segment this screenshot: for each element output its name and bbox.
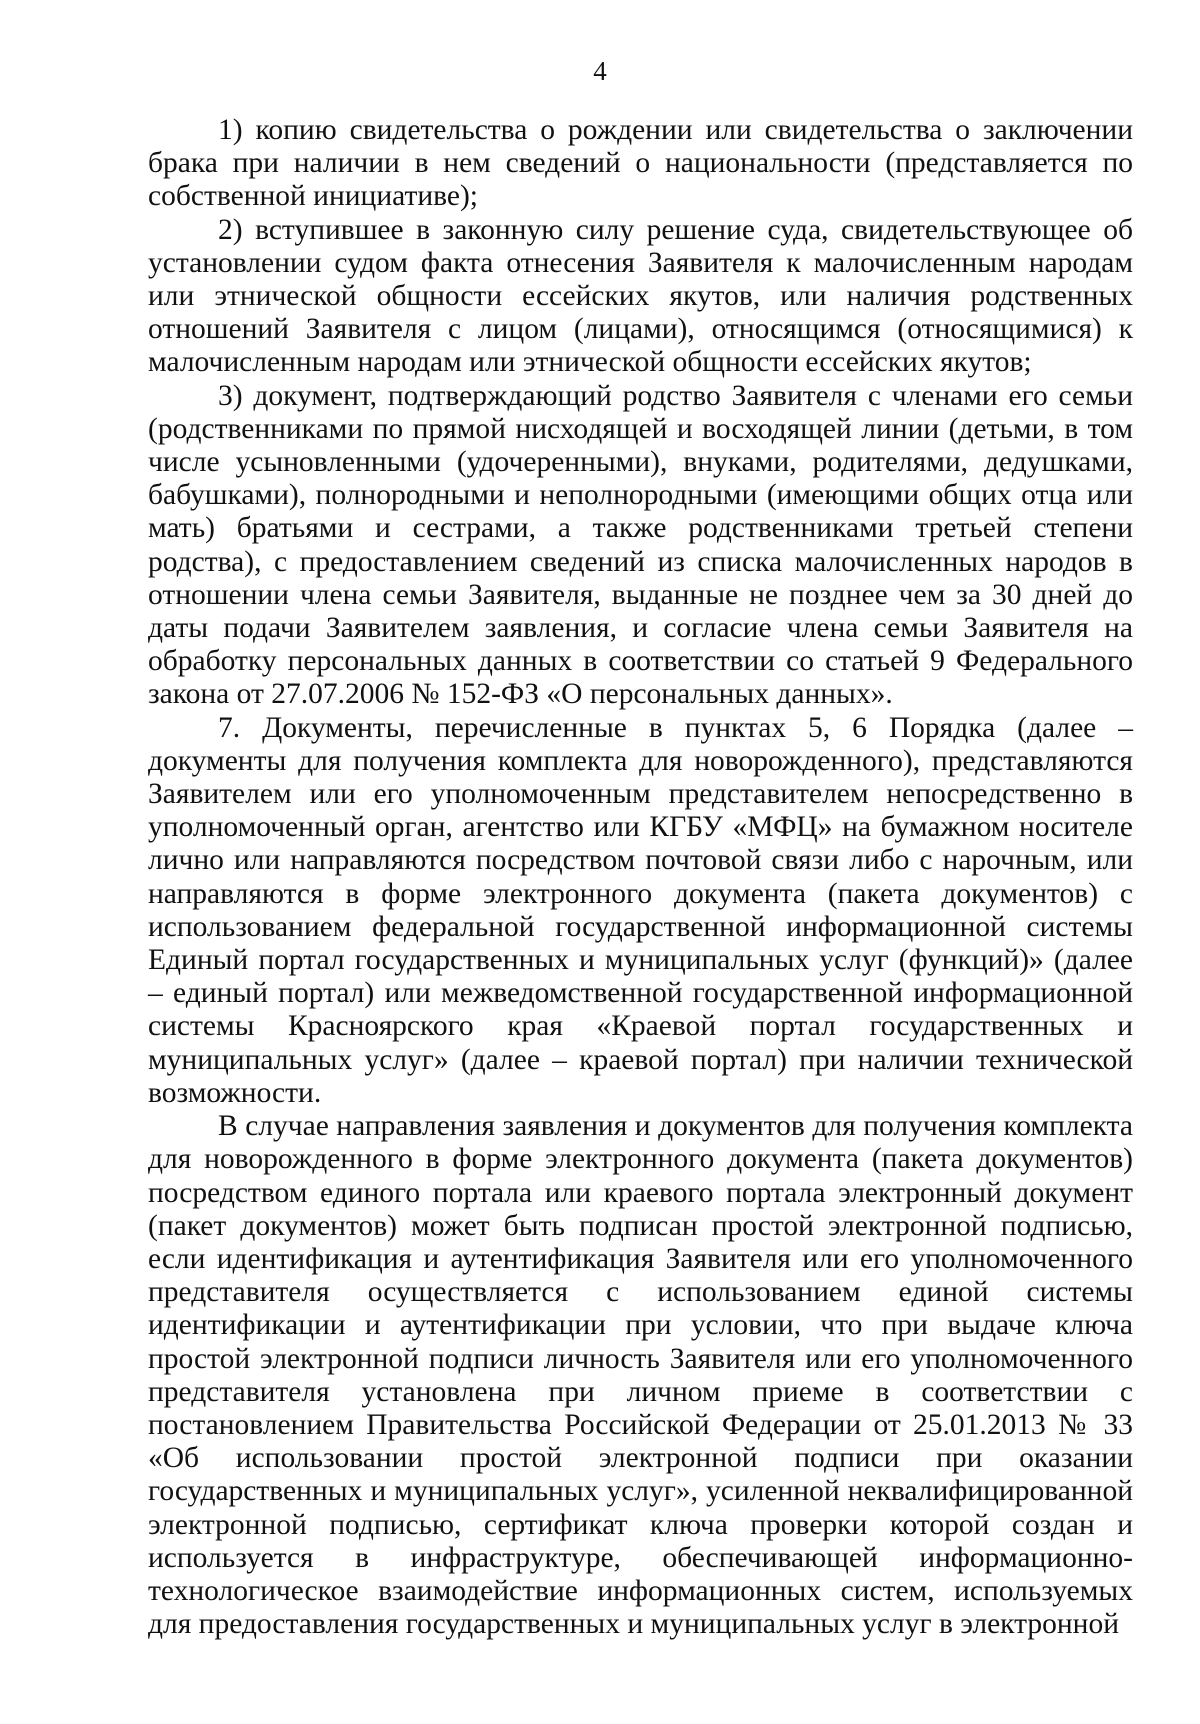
paragraph-item-7-documents: 7. Документы, перечисленные в пунктах 5, 6 Порядка (далее – документы для получения комплекта для новорожденного), представляются Заявителем или его уполномоченным представителем непосредственно в уполномоченный орган, агентство или КГБУ «МФЦ» на бумажном носителе лично или направляются посредством почтовой связи либо с нарочным, или направляются в форме электронного документа (пакета документов) с использованием федеральной государственной информационной системы Единый портал государственных и муниципальных услуг (функций)» (далее – единый портал) или межведомственной государственной информационной системы Красноярского края «Краевой портал государственных и муниципальных услуг» (далее – краевой портал) при наличии технической возможности. [148, 711, 1133, 1109]
paragraph-kinship-document: 3) документ, подтверждающий родство Заявителя с членами его семьи (родственниками по прямой нисходящей и восходящей линии (детьми, в том числе усыновленными (удочеренными), внуками, родителями, дедушками, бабушками), полнородными и неполнородными (имеющими общих отца или мать) братьями и сестрами, а также родственниками третьей степени родства), с предоставлением сведений из списка малочисленных народов в отношении члена семьи Заявителя, выданные не позднее чем за 30 дней до даты подачи Заявителем заявления, и согласие члена семьи Заявителя на обработку персональных данных в соответствии со статьей 9 Федерального закона от 27.07.2006 № 152-ФЗ «О персональных данных». [148, 379, 1133, 711]
page-number: 4 [593, 56, 607, 86]
paragraph-electronic-signature: В случае направления заявления и документов для получения комплекта для новорожденного в форме электронного документа (пакета документов) посредством единого портала или краевого портала электронный документ (пакет документов) может быть подписан простой электронной подписью, если идентификация и аутентификация Заявителя или его уполномоченного представителя осуществляется с использованием единой системы идентификации и аутентификации при условии, что при выдаче ключа простой электронной подписи личность Заявителя или его уполномоченного представителя установлена при личном приеме в соответствии с постановлением Правительства Российской Федерации от 25.01.2013 № 33 «Об использовании простой электронной подписи при оказании государственных и муниципальных услуг», усиленной неквалифицированной электронной подписью, сертификат ключа проверки которой создан и используется в инфраструктуре, обеспечивающей информационно-технологическое взаимодействие информационных систем, используемых для предоставления государственных и муниципальных услуг в электронной [148, 1110, 1133, 1641]
paragraph-birth-certificate: 1) копию свидетельства о рождении или свидетельства о заключении брака при наличии в нем сведений о национальности (представляется по собственной инициативе); [148, 114, 1133, 213]
paragraph-court-decision: 2) вступившее в законную силу решение суда, свидетельствующее об установлении судом факта отнесения Заявителя к малочисленным народам или этнической общности ессейских якутов, или наличия родственных отношений Заявителя с лицом (лицами), относящимся (относящимися) к малочисленным народам или этнической общности ессейских якутов; [148, 213, 1133, 379]
document-body [148, 114, 1133, 1641]
